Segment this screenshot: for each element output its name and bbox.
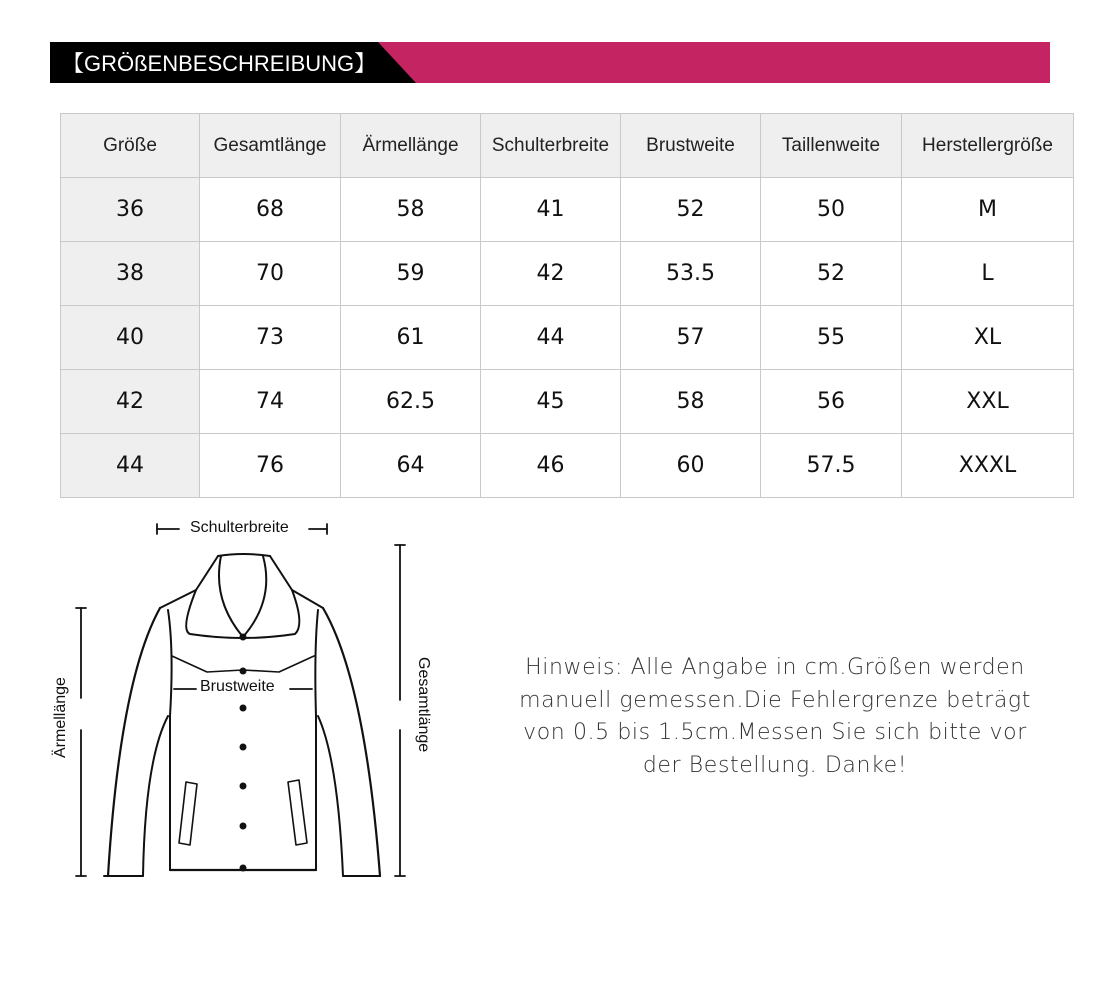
cell-total-length: 74 xyxy=(200,370,341,434)
table-row xyxy=(61,370,1074,434)
table-row xyxy=(61,434,1074,498)
cell-size: 42 xyxy=(61,370,200,434)
table-row xyxy=(61,178,1074,242)
cell-chest-width: 58 xyxy=(621,370,761,434)
table-row xyxy=(61,306,1074,370)
cell-manufacturer-size: L xyxy=(902,242,1074,306)
note-line: der Bestellung. Danke! xyxy=(642,752,908,778)
note-line: Hinweis: Alle Angabe in cm.Größen werden xyxy=(525,655,1025,680)
total-length-arrow xyxy=(395,545,405,876)
cell-waist-width: 56 xyxy=(761,370,902,434)
cell-shoulder-width: 41 xyxy=(481,178,621,242)
size-description-banner xyxy=(50,42,1050,83)
header-total-length: Gesamtlänge xyxy=(200,114,341,178)
cell-size: 44 xyxy=(61,434,200,498)
cell-waist-width: 57.5 xyxy=(761,434,902,498)
cell-shoulder-width: 46 xyxy=(481,434,621,498)
cell-sleeve-length: 59 xyxy=(341,242,481,306)
cell-sleeve-length: 58 xyxy=(341,178,481,242)
cell-manufacturer-size: XXXL xyxy=(902,434,1074,498)
size-table xyxy=(60,113,1074,498)
cell-shoulder-width: 42 xyxy=(481,242,621,306)
cell-chest-width: 60 xyxy=(621,434,761,498)
cell-sleeve-length: 62.5 xyxy=(341,370,481,434)
header-waist-width: Taillenweite xyxy=(761,114,902,178)
cell-manufacturer-size: M xyxy=(902,178,1074,242)
sleeve-length-arrow xyxy=(76,608,86,876)
header-chest-width: Brustweite xyxy=(621,114,761,178)
cell-chest-width: 53.5 xyxy=(621,242,761,306)
cell-size: 36 xyxy=(61,178,200,242)
cell-size: 38 xyxy=(61,242,200,306)
shoulder-width-label: Schulterbreite xyxy=(190,519,289,536)
cell-total-length: 68 xyxy=(200,178,341,242)
table-header-row xyxy=(61,114,1074,178)
cell-manufacturer-size: XXL xyxy=(902,370,1074,434)
header-shoulder-width: Schulterbreite xyxy=(481,114,621,178)
cell-waist-width: 55 xyxy=(761,306,902,370)
cell-shoulder-width: 45 xyxy=(481,370,621,434)
measurement-note xyxy=(480,652,1070,782)
jacket-measurement-diagram xyxy=(0,500,470,900)
banner-title: 【GRÖßENBESCHREIBUNG】 xyxy=(62,51,377,76)
jacket-outline-icon xyxy=(0,500,470,900)
buttons xyxy=(240,634,247,872)
cell-sleeve-length: 61 xyxy=(341,306,481,370)
cell-manufacturer-size: XL xyxy=(902,306,1074,370)
cell-total-length: 76 xyxy=(200,434,341,498)
cell-total-length: 70 xyxy=(200,242,341,306)
cell-total-length: 73 xyxy=(200,306,341,370)
header-size: Größe xyxy=(61,114,200,178)
cell-chest-width: 52 xyxy=(621,178,761,242)
sleeve-length-label: Ärmellänge xyxy=(52,677,69,758)
table-row xyxy=(61,242,1074,306)
note-line: von 0.5 bis 1.5cm.Messen Sie sich bitte vor xyxy=(523,720,1027,745)
header-manufacturer-size: Herstellergröße xyxy=(902,114,1074,178)
cell-chest-width: 57 xyxy=(621,306,761,370)
cell-shoulder-width: 44 xyxy=(481,306,621,370)
note-line: manuell gemessen.Die Fehlergrenze beträgt xyxy=(519,687,1031,713)
cell-waist-width: 50 xyxy=(761,178,902,242)
cell-waist-width: 52 xyxy=(761,242,902,306)
total-length-label: Gesamtlänge xyxy=(415,657,432,753)
header-sleeve-length: Ärmellänge xyxy=(341,114,481,178)
cell-size: 40 xyxy=(61,306,200,370)
chest-width-label: Brustweite xyxy=(200,678,275,695)
cell-sleeve-length: 64 xyxy=(341,434,481,498)
